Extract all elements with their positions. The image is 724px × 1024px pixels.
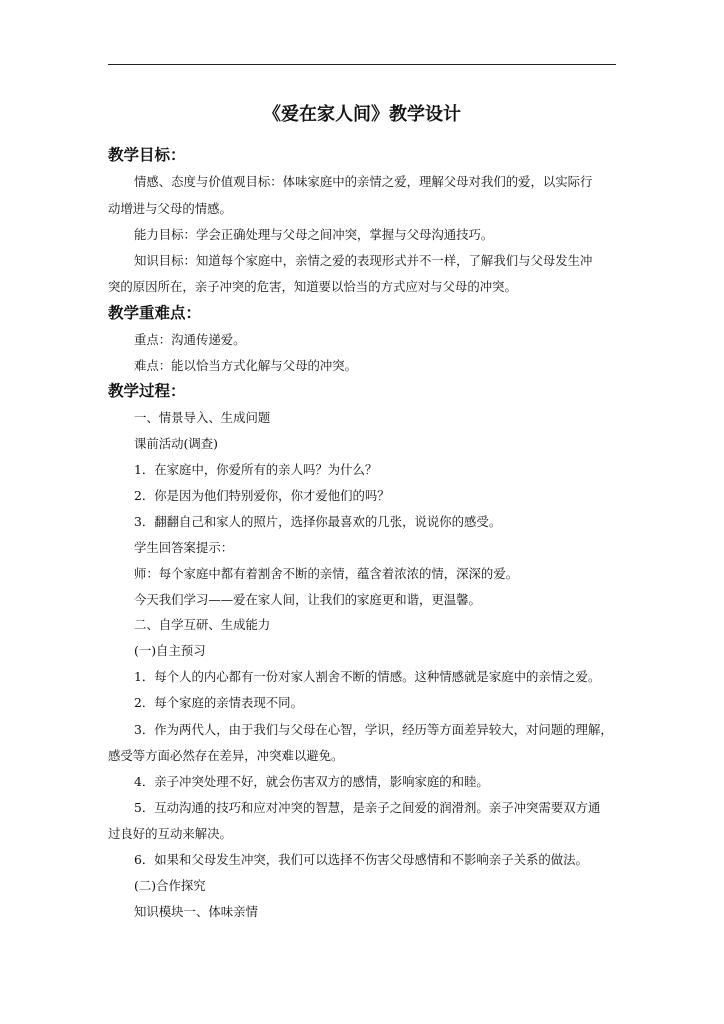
- process-line: 1．每个人的内心都有一份对家人割舍不断的情感。这种情感就是家庭中的亲情之爱。: [134, 669, 601, 684]
- process-line: 感受等方面必然存在差异，冲突难以避免。: [108, 748, 344, 763]
- process-line: 学生回答案提示：: [134, 540, 234, 555]
- goal-emotion-line2: 动增进与父母的情感。: [108, 201, 232, 216]
- process-line: 知识模块一、体味亲情: [134, 904, 258, 919]
- difficult-point: 难点：能以恰当方式化解与父母的冲突。: [134, 358, 358, 373]
- process-line: 2．每个家庭的亲情表现不同。: [134, 695, 303, 710]
- process-line: 3．作为两代人，由于我们与父母在心智，学识，经历等方面差异较大，对问题的理解，: [134, 722, 613, 737]
- process-line: 师：每个家庭中都有着割舍不断的亲情，蕴含着浓浓的情，深深的爱。: [134, 566, 519, 581]
- process-line: 5．互动沟通的技巧和应对冲突的智慧，是亲子之间爱的润滑剂。亲子冲突需要双方通: [134, 800, 601, 815]
- heading-key-difficult-points: 教学重难点：: [108, 304, 202, 322]
- process-line: (二)合作探究: [134, 878, 206, 893]
- goal-knowledge-line2: 突的原因所在，亲子冲突的危害，知道要以恰当的方式应对与父母的冲突。: [108, 279, 517, 294]
- heading-teaching-process: 教学过程：: [108, 382, 186, 400]
- process-line: 3．翻翻自己和家人的照片，选择你最喜欢的几张，说说你的感受。: [134, 514, 502, 529]
- key-point: 重点：沟通传递爱。: [134, 332, 246, 347]
- process-line: 过良好的互动来解决。: [108, 826, 232, 841]
- heading-teaching-goals: 教学目标：: [108, 146, 186, 164]
- process-line: 1．在家庭中，你爱所有的亲人吗？为什么？: [134, 462, 378, 477]
- goal-knowledge-line1: 知识目标：知道每个家庭中，亲情之爱的表现形式并不一样，了解我们与父母发生冲: [134, 253, 593, 268]
- process-line: 一、情景导入、生成问题: [134, 410, 271, 425]
- process-line: 4．亲子冲突处理不好，就会伤害双方的感情，影响家庭的和睦。: [134, 774, 489, 789]
- process-line: 2．你是因为他们特别爱你，你才爱他们的吗？: [134, 488, 390, 503]
- process-line: (一)自主预习: [134, 643, 206, 658]
- header-rule: [108, 64, 616, 65]
- process-line: 6．如果和父母发生冲突，我们可以选择不伤害父母感情和不影响亲子关系的做法。: [134, 852, 588, 867]
- process-line: 二、自学互研、生成能力: [134, 617, 271, 632]
- goal-ability: 能力目标：学会正确处理与父母之间冲突，掌握与父母沟通技巧。: [134, 227, 494, 242]
- process-line: 今天我们学习——爱在家人间，让我们的家庭更和谐，更温馨。: [134, 592, 481, 607]
- process-line: 课前活动(调查): [134, 436, 219, 451]
- document-title: 《爱在家人间》教学设计: [263, 104, 461, 125]
- goal-emotion-line1: 情感、态度与价值观目标：体味家庭中的亲情之爱，理解父母对我们的爱，以实际行: [134, 174, 593, 189]
